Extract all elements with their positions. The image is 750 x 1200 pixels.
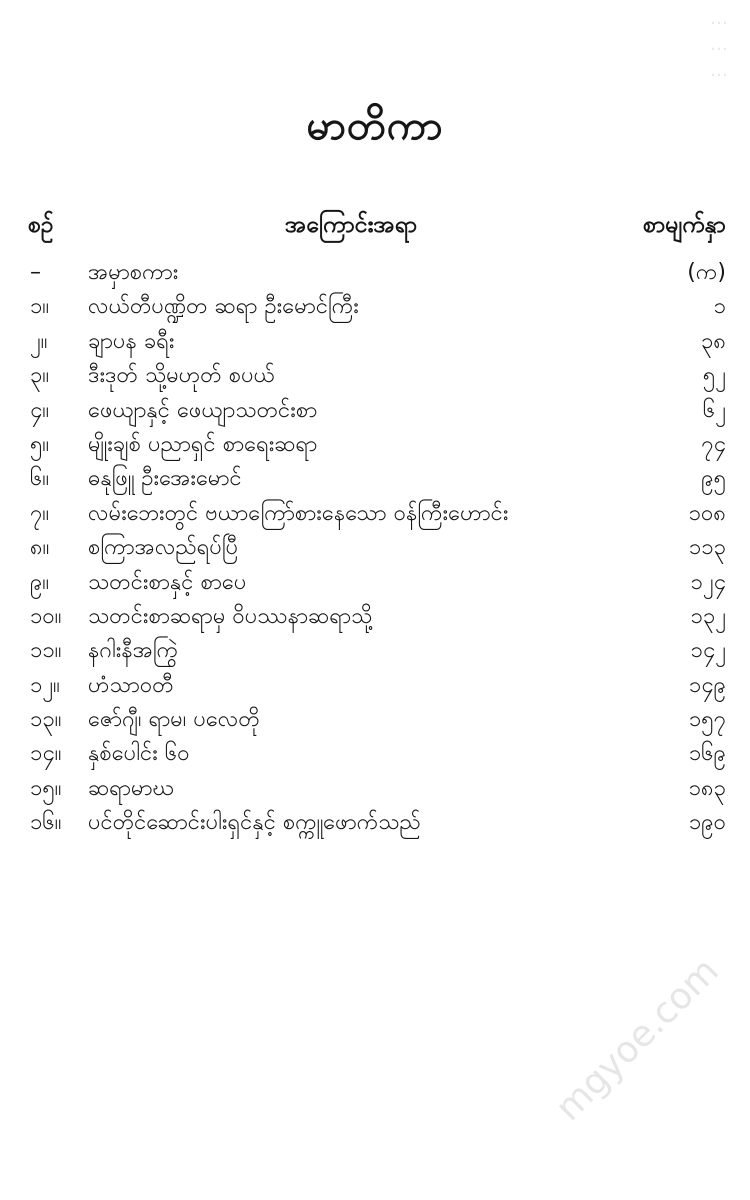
toc-entry[interactable] — [0, 531, 750, 565]
entry-number: ၁၀။ — [30, 603, 62, 629]
toc-header — [0, 210, 750, 250]
entry-page: ၁ — [713, 294, 726, 320]
toc-entry[interactable] — [0, 703, 750, 737]
entry-title: ဖေယျာနှင့် ဖေယျာသတင်းစာ — [88, 397, 318, 423]
entry-title: သတင်းစာဆရာမှ ဝိပဿနာဆရာသို့ — [88, 603, 373, 629]
toc-entry[interactable] — [0, 359, 750, 393]
bleed-through-line: … — [710, 8, 728, 29]
entry-title: လယ်တီပဏ္ဍိတ ဆရာ ဦးမောင်ကြီး — [88, 294, 359, 320]
toc-entry[interactable] — [0, 806, 750, 840]
entry-page: ၃၈ — [701, 328, 726, 354]
entry-number: ၁။ — [30, 294, 50, 320]
entry-title: မျိုးချစ် ပညာရှင် စာရေးဆရာ — [88, 431, 318, 457]
toc-entry[interactable] — [0, 737, 750, 771]
entry-page: ၁၄၂ — [690, 638, 726, 664]
entry-page: ၁၀၈ — [688, 500, 726, 526]
entry-title: ဟံသာဝတီ — [88, 672, 174, 698]
entry-number: ၉။ — [30, 569, 50, 595]
entry-title: ဇော်ဂျီ၊ ရာမ၊ ပလေတို — [88, 707, 260, 733]
entry-title: စကြာအလည်ရပ်ပြီ — [88, 535, 239, 561]
entry-title: ပင်တိုင်ဆောင်းပါးရှင်နှင့် စက္ကူဖောက်သည် — [88, 810, 421, 836]
entry-number: ၁၄။ — [30, 741, 62, 767]
entry-page: ၁၅၇ — [688, 707, 726, 733]
entry-title: ဆရာမာဃ — [88, 775, 175, 801]
entry-page: ၁၃၂ — [690, 603, 726, 629]
entry-page: ၉၅ — [701, 466, 726, 492]
entry-number: ၈။ — [30, 535, 50, 561]
toc-entry[interactable] — [0, 772, 750, 806]
entry-page: ၆၂ — [702, 397, 726, 423]
bleed-through-text — [448, 6, 728, 84]
entry-page: ၁၂၄ — [690, 569, 726, 595]
entry-title: ဓနုဖြူ ဦးအေးမောင် — [88, 466, 242, 492]
toc-entry[interactable] — [0, 566, 750, 600]
entry-page: (က) — [687, 260, 726, 285]
toc-entry[interactable] — [0, 394, 750, 428]
toc-entry[interactable] — [0, 290, 750, 324]
toc-entry[interactable] — [0, 428, 750, 462]
entry-number: ၁၅။ — [30, 775, 62, 801]
entry-page: ၁၁၃ — [688, 535, 726, 561]
entry-title: သတင်းစာနှင့် စာပေ — [88, 569, 247, 595]
entry-page: ၇၄ — [701, 431, 726, 457]
toc-list — [0, 256, 750, 841]
entry-page: ၅၂ — [702, 363, 726, 389]
entry-page: ၁၄၉ — [688, 672, 726, 698]
entry-number: ၅။ — [30, 431, 50, 457]
entry-number: ၁၃။ — [30, 707, 62, 733]
toc-entry[interactable] — [0, 462, 750, 496]
entry-title: ဒီးဒုတ် သို့မဟုတ် စပယ် — [88, 363, 275, 389]
entry-number: ၆။ — [30, 466, 50, 492]
entry-page: ၁၈၃ — [688, 775, 726, 801]
entry-number: ၄။ — [30, 397, 50, 423]
bleed-through-line: … — [710, 60, 728, 81]
entry-title: လမ်းဘေးတွင် ဗယာကြော်စားနေသော ဝန်ကြီးဟောင်း — [88, 500, 509, 526]
entry-number: ၁၁။ — [30, 638, 62, 664]
entry-title: နှစ်ပေါင်း ၆၀ — [88, 741, 190, 767]
toc-entry[interactable] — [0, 325, 750, 359]
page-title: မာတိကာ — [306, 103, 444, 149]
entry-number: ၂။ — [30, 328, 48, 354]
toc-entry[interactable] — [0, 256, 750, 290]
entry-number: ၁၂။ — [30, 672, 60, 698]
entry-title: နဂါးနီအကြွဲ — [88, 638, 179, 664]
entry-title: အမှာစကား — [88, 260, 179, 285]
entry-title: ချာပန ခရီး — [88, 328, 175, 354]
toc-entry[interactable] — [0, 669, 750, 703]
entry-number: ၁၆။ — [30, 810, 62, 836]
entry-number: ၃။ — [30, 363, 50, 389]
toc-entry[interactable] — [0, 600, 750, 634]
entry-page: ၁၉၀ — [688, 810, 726, 836]
toc-entry[interactable] — [0, 634, 750, 668]
header-title: အကြောင်းအရာ — [285, 212, 418, 238]
entry-page: ၁၆၉ — [688, 741, 726, 767]
header-number: စဉ် — [28, 212, 54, 238]
header-page: စာမျက်နှာ — [642, 212, 726, 238]
entry-number: – — [30, 260, 41, 285]
toc-entry[interactable] — [0, 497, 750, 531]
entry-number: ၇။ — [30, 500, 50, 526]
bleed-through-line: … — [710, 34, 728, 55]
watermark: mgyoe.com — [548, 950, 727, 1129]
